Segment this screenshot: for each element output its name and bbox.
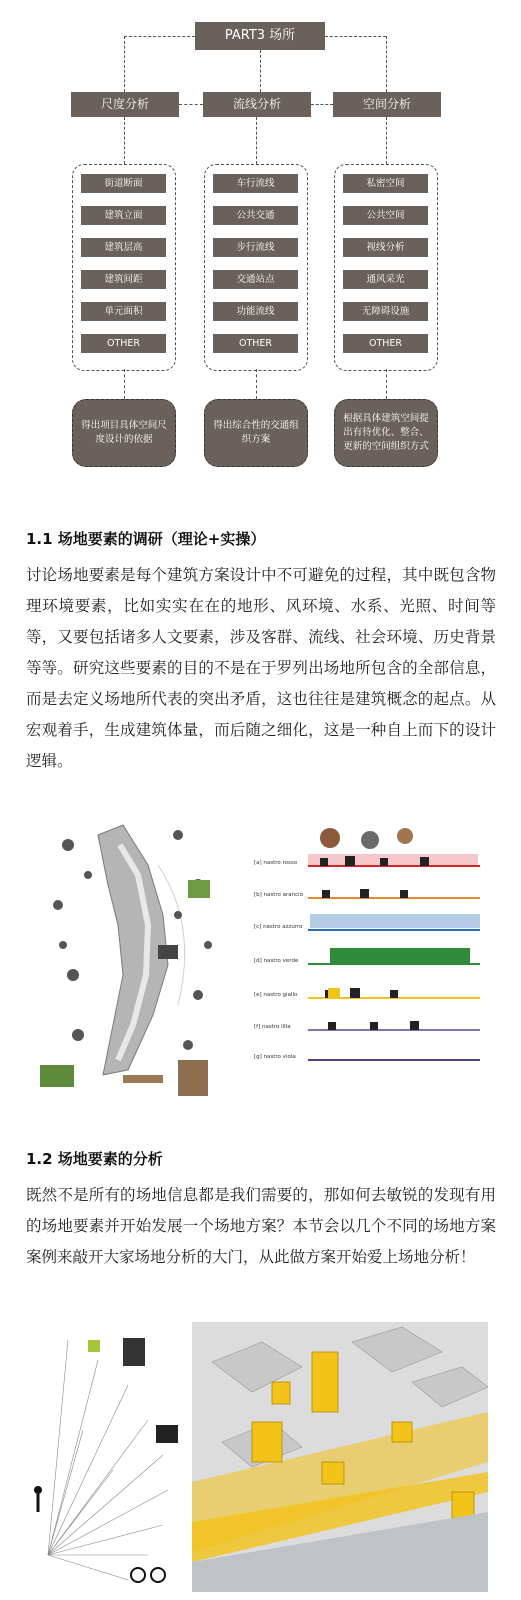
item-box: 私密空间 [343, 174, 428, 193]
connector [260, 50, 261, 92]
category-space-box: 空间分析 [333, 92, 441, 117]
connector [256, 369, 257, 399]
category-scale-box: 尺度分析 [71, 92, 179, 117]
section-heading: 1.1 场地要素的调研（理论+实操） [26, 530, 266, 548]
connector [311, 104, 333, 105]
item-box: OTHER [213, 334, 298, 353]
connector [124, 369, 125, 399]
item-box: 步行流线 [213, 238, 298, 257]
ribbon-label: [g] nastro viola [254, 1054, 296, 1060]
item-box: 公共交通 [213, 206, 298, 225]
circulation-result-box [204, 399, 308, 467]
item-box: 公共空间 [343, 206, 428, 225]
connector [124, 36, 125, 92]
connector [256, 117, 257, 164]
item-box: 无障碍设施 [343, 302, 428, 321]
section-heading: 1.2 场地要素的分析 [26, 1150, 163, 1168]
ribbon-label: [d] nastro verde [254, 958, 299, 964]
ribbon-label: [a] nastro rosso [254, 860, 298, 866]
radial-diagram-figure [28, 1330, 183, 1592]
ribbon-label: [e] nastro giallo [254, 992, 298, 998]
connector [386, 117, 387, 164]
category-circulation-box: 流线分析 [203, 92, 311, 117]
ribbon-label: [c] nastro azzurro [254, 924, 303, 930]
connector [386, 369, 387, 399]
site-map-illustration [28, 805, 240, 1100]
scale-result-box [72, 399, 176, 467]
connector [325, 36, 386, 37]
connector [124, 117, 125, 164]
item-box: 建筑层高 [81, 238, 166, 257]
item-box: 功能流线 [213, 302, 298, 321]
item-box: OTHER [343, 334, 428, 353]
item-box: 单元面积 [81, 302, 166, 321]
item-box: 车行流线 [213, 174, 298, 193]
part3-title-box: PART3 场所 [195, 22, 325, 50]
item-box: OTHER [81, 334, 166, 353]
section-paragraph: 讨论场地要素是每个建筑方案设计中不可避免的过程，其中既包含物理环境要素，比如实实在在的地形、风环境、水系、光照、时间等等，又要包括诸多人文要素，涉及客群、流线、社会环境、历史背景等等。研究这些要素的目的不是在于罗列出场地所包含的全部信息，而是去定义场地所代表的突出矛盾，这也往往是建筑概念的起点。从宏观着手，生成建筑体量，而后随之细化，这是一种自上而下的设计逻辑。 [26, 566, 496, 770]
isometric-site-illustration [192, 1322, 488, 1592]
result-text: 根据具体建筑空间提出有待优化、整合、更新的空间组织方式 [343, 413, 429, 452]
result-text: 得出项目具体空间尺度设计的依据 [81, 420, 167, 445]
item-box: 街道断面 [81, 174, 166, 193]
section-paragraph: 既然不是所有的场地信息都是我们需要的，那如何去敏锐的发现有用的场地要素并开始发展一个场地方案？本节会以几个不同的场地方案案例来敲开大家场地分析的大门，从此做方案开始爱上场地分析！ [26, 1186, 496, 1266]
item-box: 通风采光 [343, 270, 428, 289]
radial-diagram-illustration [28, 1330, 183, 1592]
space-result-box [334, 399, 438, 467]
site-map-figure [28, 805, 240, 1100]
item-box: 建筑立面 [81, 206, 166, 225]
connector [124, 36, 195, 37]
connector [179, 104, 203, 105]
item-box: 交通站点 [213, 270, 298, 289]
ribbon-analysis-figure [250, 818, 490, 1100]
ribbon-label: [f] nastro lilla [254, 1024, 291, 1030]
item-box: 视线分析 [343, 238, 428, 257]
ribbon-label: [b] nastro arancio [254, 892, 304, 898]
connector [386, 36, 387, 92]
item-box: 建筑间距 [81, 270, 166, 289]
result-text: 得出综合性的交通组织方案 [213, 420, 299, 445]
isometric-site-figure [192, 1322, 488, 1592]
